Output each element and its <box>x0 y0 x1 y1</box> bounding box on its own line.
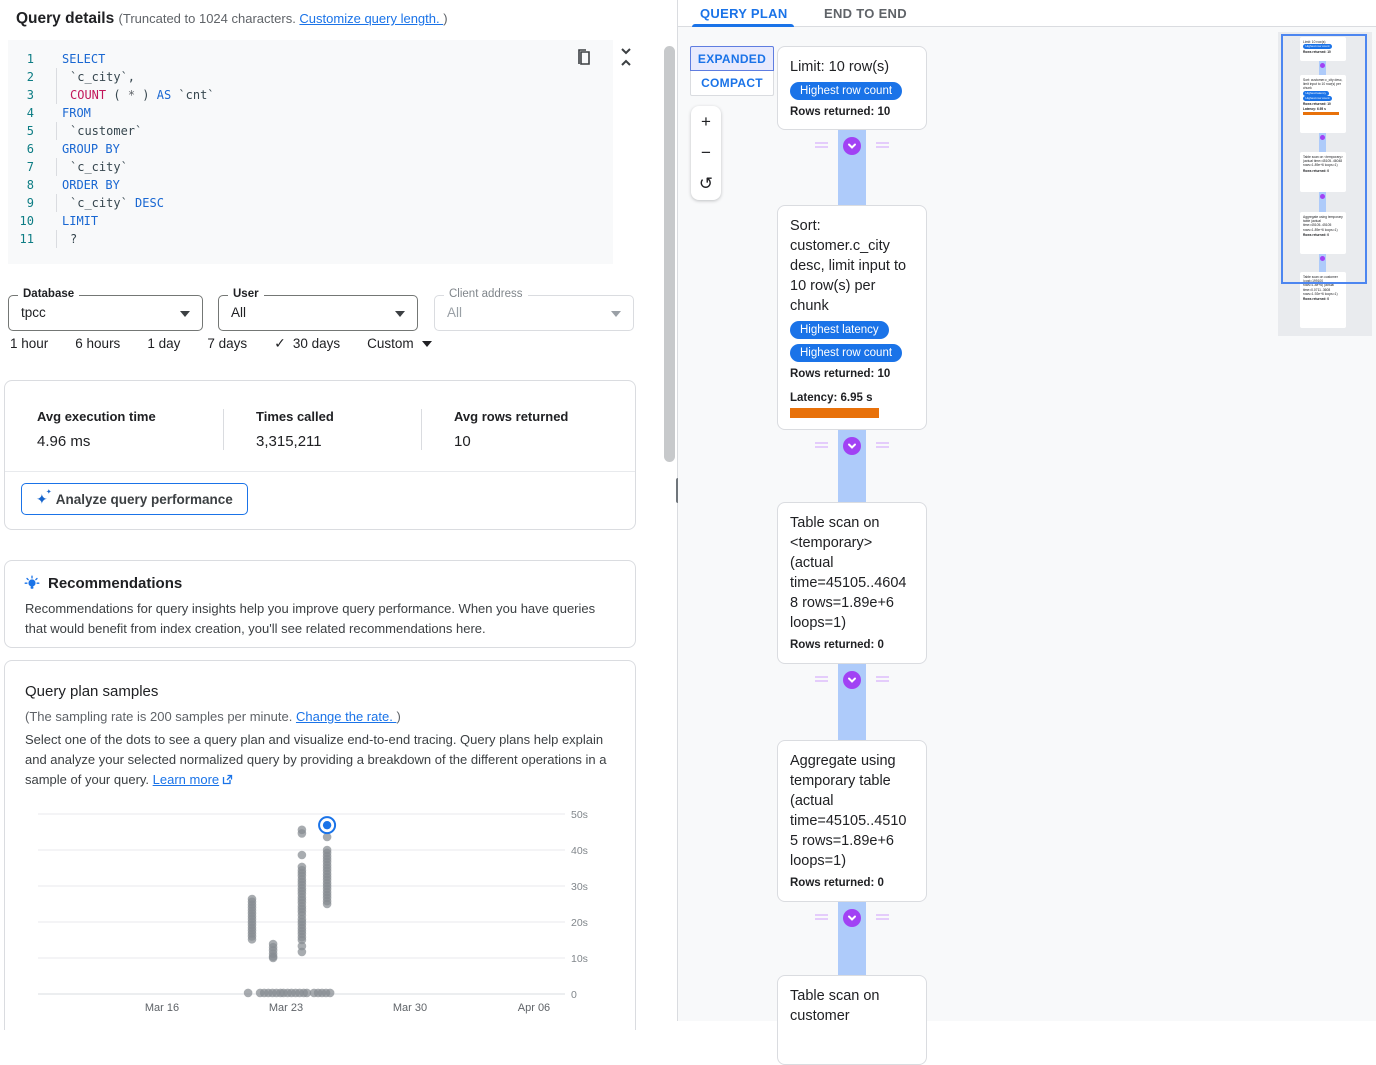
rows-returned-label: Rows returned: 10 <box>790 368 891 380</box>
analyze-button-label: Analyze query performance <box>55 491 233 507</box>
code-line <box>8 122 613 140</box>
y-axis-tick-label: 30s <box>571 881 588 893</box>
collapse-node-icon[interactable] <box>843 909 861 927</box>
user-label: User <box>228 288 264 300</box>
connector-stripes <box>815 914 828 922</box>
time-range-option[interactable] <box>147 336 180 351</box>
recommendations-body: Recommendations for query insights help you improve query performance. When you have queries that would benefit from index creation, you'll see related recommendations here. <box>25 601 596 636</box>
collapse-node-icon[interactable] <box>843 437 861 455</box>
code-token: * <box>127 88 136 102</box>
query-plan-panel <box>678 0 1376 1024</box>
connector-stripes <box>815 676 828 684</box>
y-axis-tick-label: 40s <box>571 845 588 857</box>
connector-stripes <box>876 442 889 450</box>
code-token: `c_city` <box>70 196 128 210</box>
code-text <box>56 230 77 248</box>
time-range-label: 1 hour <box>10 336 49 351</box>
minimap-connector-dot <box>1320 194 1325 199</box>
code-line <box>8 140 613 158</box>
line-number: 8 <box>26 178 34 192</box>
minimap-node-title: Limit: 10 row(s) <box>1303 39 1326 44</box>
chevron-down-icon <box>395 311 405 317</box>
code-token: `cnt` <box>171 88 215 102</box>
tab-end-to-end[interactable]: END TO END <box>824 6 907 21</box>
analyze-query-performance-button[interactable] <box>21 483 248 515</box>
code-text <box>50 176 120 194</box>
time-range-label: 6 hours <box>75 336 121 351</box>
left-panel-scrollbar[interactable] <box>664 46 675 462</box>
page-title: Query details <box>16 10 115 27</box>
highlight-badge: Highest latency <box>790 321 889 339</box>
sample-dot[interactable] <box>326 989 335 998</box>
plan-node-title: Sort: customer.c_city desc, limit input to 10 row(s) per chunk <box>790 218 907 314</box>
minimap-node-title: Table scan on <temporary> (actual time=45105..46048 rows=1.89e+6 loops=1) <box>1303 154 1343 168</box>
minimap-connector-dot <box>1320 135 1325 140</box>
code-text <box>56 86 215 104</box>
plan-node[interactable] <box>777 205 927 430</box>
query-details-header <box>16 10 448 28</box>
minimap-node-title: Table scan on customer (cost=199100 rows=1.8e+6) (actual time=0.0711..3608 rows=1.92e+6 loops=1) <box>1303 274 1338 297</box>
divider <box>5 471 635 472</box>
chevron-down-icon <box>422 341 432 347</box>
x-axis-tick-label: Mar 30 <box>392 1002 428 1014</box>
lightbulb-icon <box>23 575 40 592</box>
code-token: GROUP BY <box>62 142 120 156</box>
code-token: ORDER BY <box>62 178 120 192</box>
minimap-node-title: Sort: customer.c_city desc, limit input to 10 row(s) per chunk <box>1303 77 1343 91</box>
samples-scatter-chart[interactable] <box>5 801 665 1019</box>
sample-dot[interactable] <box>298 851 307 860</box>
stat-value: 4.96 ms <box>37 433 91 450</box>
client-address-dropdown <box>434 288 634 331</box>
expanded-button[interactable]: EXPANDED <box>690 46 774 71</box>
plan-node[interactable] <box>777 502 927 664</box>
recommendations-title: Recommendations <box>48 575 183 592</box>
code-token: FROM <box>62 106 91 120</box>
plan-node[interactable] <box>777 46 927 130</box>
line-number: 10 <box>19 214 34 228</box>
zoom-out-button[interactable]: − <box>701 142 711 162</box>
time-range-label: 1 day <box>147 336 181 351</box>
rows-returned-label: Rows returned: 0 <box>790 639 884 651</box>
user-dropdown[interactable] <box>218 288 418 331</box>
sample-dot[interactable] <box>323 900 332 909</box>
code-token: `c_city` <box>70 160 128 174</box>
pill-wrap <box>790 316 914 339</box>
query-stats-card <box>4 380 636 530</box>
line-number: 11 <box>19 232 34 246</box>
line-number: 2 <box>26 70 34 84</box>
user-value: All <box>231 305 247 320</box>
minimap-node-title: Aggregate using temporary table (actual time=45105..45105 rows=1.89e+6 loops=1) <box>1303 214 1343 232</box>
learn-more-link[interactable]: Learn more <box>152 772 220 787</box>
rows-returned-label: Rows returned: 10 <box>790 106 891 118</box>
stat-value: 10 <box>454 433 471 450</box>
time-range-option[interactable] <box>207 336 247 351</box>
recommendations-card <box>4 560 636 648</box>
code-line <box>8 158 613 176</box>
database-label: Database <box>18 288 79 300</box>
collapse-node-icon[interactable] <box>843 671 861 689</box>
custom-label: Custom <box>367 336 414 351</box>
active-tab-underline <box>692 24 794 27</box>
code-token: ? <box>70 232 78 246</box>
stat-label: Times called <box>256 409 334 424</box>
plan-node-title: Limit: 10 row(s) <box>790 59 890 75</box>
line-number: 4 <box>26 106 34 120</box>
sample-dot[interactable] <box>248 935 257 944</box>
minimap-badge: Highest row count <box>1303 44 1332 49</box>
code-line <box>8 104 613 122</box>
code-token: DESC <box>127 196 164 210</box>
sample-dot[interactable] <box>244 989 253 998</box>
connector-stripes <box>815 442 828 450</box>
code-line <box>8 230 613 248</box>
line-number: 6 <box>26 142 34 156</box>
line-number: 9 <box>26 196 34 210</box>
minimap-rows-label: Rows returned: 10 <box>1303 49 1331 54</box>
code-line <box>8 176 613 194</box>
y-axis-tick-label: 10s <box>571 953 588 965</box>
code-token: `customer` <box>70 124 143 138</box>
rows-returned-label: Rows returned: 0 <box>790 877 884 889</box>
plan-node-title: Aggregate using temporary table (actual time=45105..45105 rows=1.89e+6 loops=1) <box>790 753 907 869</box>
code-text <box>56 158 128 176</box>
code-token: SELECT <box>62 52 106 66</box>
gemini-spark-icon: ✦ ✦ <box>36 488 52 507</box>
code-token: `c_city` <box>70 70 128 84</box>
connector-stripes <box>876 914 889 922</box>
x-axis-tick-label: Mar 23 <box>268 1002 304 1014</box>
selected-sample-dot[interactable] <box>323 821 331 829</box>
code-text <box>50 212 98 230</box>
tab-query-plan[interactable]: QUERY PLAN <box>700 6 788 21</box>
stats-row <box>5 409 635 450</box>
minimap-connector-dot <box>1320 63 1325 68</box>
time-range-custom[interactable] <box>367 336 432 351</box>
minimap-rows-label: Rows returned: 0 <box>1303 168 1330 173</box>
y-axis-tick-label: 0 <box>571 989 577 1001</box>
code-token: , <box>127 70 136 84</box>
sql-code-block <box>8 40 613 264</box>
minimap-badge: Highest row count <box>1303 96 1332 101</box>
code-text <box>50 140 120 158</box>
minimap-rows-label: Rows returned: 0 <box>1303 297 1330 302</box>
line-number: 7 <box>26 160 34 174</box>
truncation-note: (Truncated to 1024 characters. Customize query length. ) <box>118 11 448 26</box>
query-plan-samples-card <box>4 660 636 1030</box>
sql-code <box>8 50 613 248</box>
time-range-label: 7 days <box>207 336 248 351</box>
customize-query-length-link[interactable]: Customize query length. <box>299 11 444 26</box>
code-text <box>56 194 164 212</box>
code-line <box>8 68 613 86</box>
sample-dot[interactable] <box>269 954 278 963</box>
pill-wrap <box>790 77 914 100</box>
external-link-icon <box>222 771 233 791</box>
query-details-panel <box>0 0 662 1021</box>
connector-stripes <box>876 142 889 150</box>
time-range-option[interactable] <box>10 336 48 351</box>
stat-column <box>223 409 421 450</box>
plan-minimap[interactable] <box>1278 32 1372 336</box>
code-text <box>56 122 142 140</box>
x-axis-tick-label: Apr 06 <box>517 1002 551 1014</box>
zoom-in-button[interactable]: + <box>701 111 711 131</box>
chevron-down-icon <box>180 311 190 317</box>
minimap-rows-label: Rows returned: 10 <box>1303 101 1331 106</box>
database-dropdown[interactable] <box>8 288 203 331</box>
code-line <box>8 194 613 212</box>
time-range-row <box>10 335 459 352</box>
code-token: ) <box>135 88 157 102</box>
minimap-rows-label: Rows returned: 0 <box>1303 232 1330 237</box>
code-text <box>50 104 91 122</box>
minimap-viewport[interactable] <box>1281 34 1367 284</box>
latency-label: Latency: 6.95 s <box>790 392 873 404</box>
y-axis-tick-label: 50s <box>571 809 588 821</box>
highlight-badge: Highest row count <box>790 82 902 100</box>
sample-dot[interactable] <box>298 829 307 838</box>
stat-column <box>421 409 568 450</box>
connector-stripes <box>815 142 828 150</box>
database-value: tpcc <box>21 305 46 320</box>
code-token: LIMIT <box>62 214 99 228</box>
plan-node-title: Table scan on <temporary> (actual time=45105..46048 rows=1.89e+6 loops=1) <box>790 515 907 631</box>
plan-node[interactable] <box>777 975 927 1065</box>
collapse-node-icon[interactable] <box>843 137 861 155</box>
time-range-label: 30 days <box>292 336 341 351</box>
code-line <box>8 86 613 104</box>
stat-column <box>5 409 223 450</box>
samples-title: Query plan samples <box>25 683 159 700</box>
line-number: 3 <box>26 88 34 102</box>
y-axis-tick-label: 20s <box>571 917 588 929</box>
samples-sampling-note: (The sampling rate is 200 samples per minute. Change the rate. ) <box>25 709 401 724</box>
stat-value: 3,315,211 <box>256 433 322 450</box>
x-axis-tick-label: Mar 16 <box>144 1002 180 1014</box>
code-text <box>56 68 135 86</box>
code-token: COUNT <box>70 88 107 102</box>
latency-bar <box>790 408 879 418</box>
plan-node-title: Table scan on customer <box>790 988 880 1024</box>
check-icon: ✓ <box>274 335 286 351</box>
zoom-controls <box>691 106 721 200</box>
code-line <box>8 50 613 68</box>
stat-label: Avg execution time <box>37 409 156 424</box>
time-range-option[interactable] <box>274 335 340 352</box>
code-token: AS <box>156 88 172 102</box>
change-the-rate-link[interactable]: Change the rate. <box>295 709 397 724</box>
client-address-value: All <box>447 305 463 320</box>
code-text <box>50 50 105 68</box>
plan-tab-bar <box>678 0 1376 27</box>
plan-node[interactable] <box>777 740 927 902</box>
copy-icon[interactable] <box>574 48 594 68</box>
time-range-option[interactable] <box>75 336 120 351</box>
code-line <box>8 212 613 230</box>
highlight-badge: Highest row count <box>790 344 902 362</box>
stat-label: Avg rows returned <box>454 409 569 424</box>
compact-button[interactable]: COMPACT <box>690 71 774 96</box>
samples-description: Select one of the dots to see a query plan and visualize end-to-end tracing. Query plans help explain and analyze your selected normalized query by providing a breakdown of the different operations in a sample of your query. Learn more <box>25 730 611 791</box>
code-token: ( <box>106 88 128 102</box>
line-number: 1 <box>26 52 34 66</box>
connector-stripes <box>876 676 889 684</box>
sample-dot[interactable] <box>298 948 307 957</box>
collapse-icon[interactable] <box>615 46 637 68</box>
minimap-connector-dot <box>1320 256 1325 261</box>
client-address-label: Client address <box>444 288 528 300</box>
line-number: 5 <box>26 124 34 138</box>
zoom-reset-button[interactable]: ↺ <box>698 173 714 193</box>
pill-wrap <box>790 339 914 362</box>
minimap-badge: Highest latency <box>1303 91 1329 96</box>
chevron-down-icon <box>611 311 621 317</box>
minimap-latency-label: Latency: 6.95 s <box>1303 106 1326 111</box>
